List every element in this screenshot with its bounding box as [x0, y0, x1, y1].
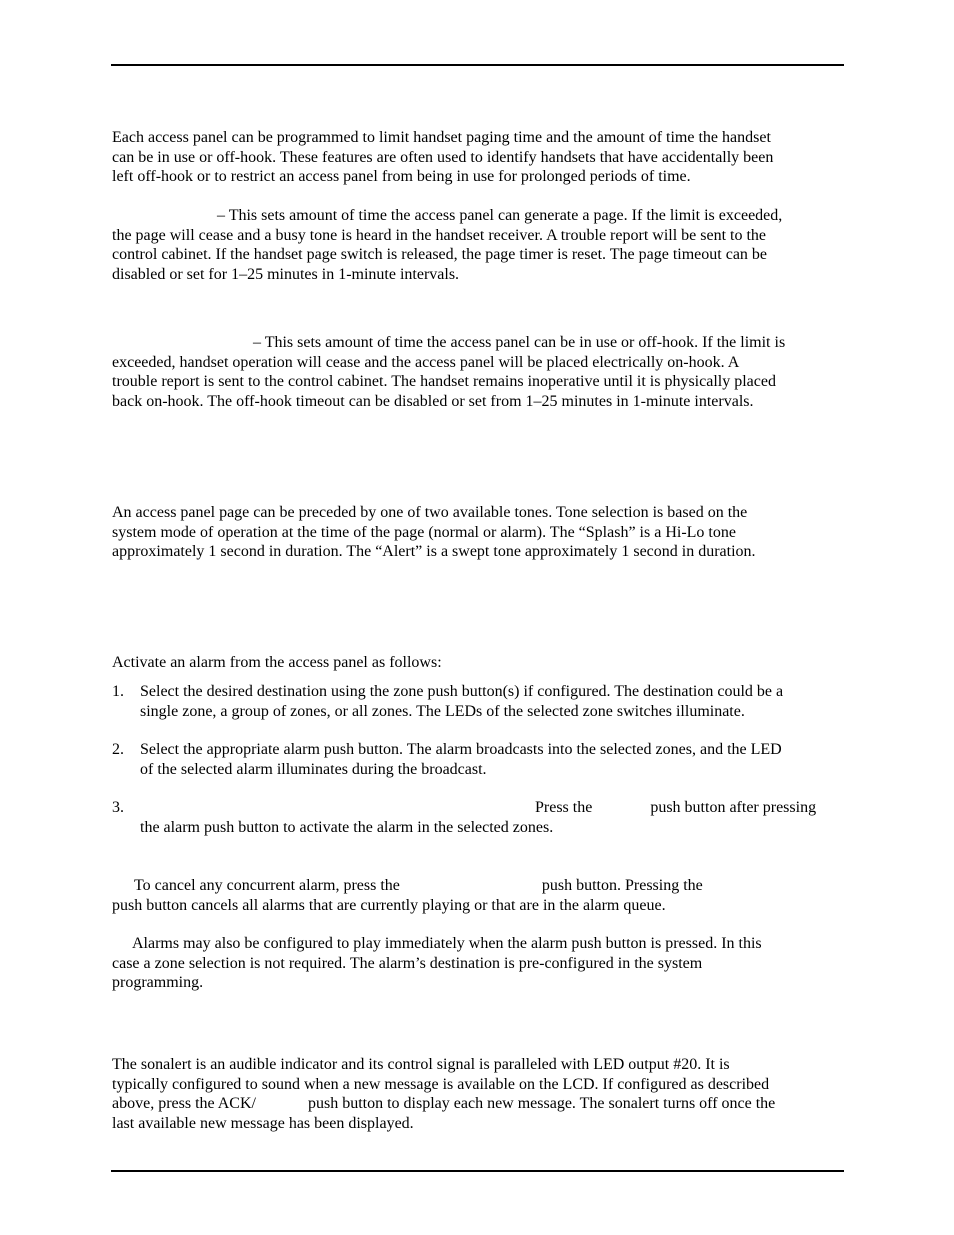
tones-paragraph	[112, 503, 836, 562]
header-rule	[111, 64, 844, 66]
text-line: control cabinet. If the handset page switch is released, the page timer is reset. The page timeout can be	[112, 246, 768, 264]
text-fragment: push button. Pressing the	[541, 877, 703, 894]
sonalert-paragraph	[112, 1055, 836, 1133]
text-line: Activate an alarm from the access panel as follows:	[112, 654, 442, 671]
immediate-note	[112, 934, 836, 993]
text-line: system mode of operation at the time of the page (normal or alarm). The “Splash” is a Hi-Lo tone	[112, 523, 736, 541]
text-line: left off-hook or to restrict an access panel from being in use for prolonged periods of time.	[112, 168, 691, 186]
text-line: single zone, a group of zones, or all zones. The LEDs of the selected zone switches illuminate.	[140, 702, 745, 720]
alarm-step-3	[112, 798, 842, 838]
text-line: exceeded, handset operation will cease and the access panel will be placed electrically on-hook. A	[112, 353, 740, 371]
page-timeout-paragraph	[112, 206, 836, 284]
text-line: typically configured to sound when a new message is available on the LCD. If configured as described	[112, 1075, 770, 1093]
text-fragment: above, press the ACK/	[112, 1095, 256, 1113]
text-line: trouble report is sent to the control cabinet. The handset remains inoperative until it is physically placed	[112, 373, 776, 391]
text-line: Select the desired destination using the zone push button(s) if configured. The destination could be a	[140, 683, 784, 700]
alarm-step-2	[112, 740, 842, 780]
text-line: case a zone selection is not required. The alarm’s destination is pre-configured in the system	[112, 954, 703, 972]
text-line: last available new message has been displayed.	[112, 1114, 414, 1132]
alarm-step-1	[112, 682, 842, 722]
text-line: The sonalert is an audible indicator and its control signal is paralleled with LED output #20. It is	[112, 1056, 730, 1073]
step-number: 3.	[112, 799, 124, 816]
text-line: – This sets amount of time the access panel can be in use or off-hook. If the limit is	[253, 334, 786, 351]
text-line: programming.	[112, 974, 204, 992]
text-line: back on-hook. The off-hook timeout can be disabled or set from 1–25 minutes in 1-minute intervals.	[112, 392, 754, 410]
text-line: – This sets amount of time the access panel can generate a page. If the limit is exceeded,	[217, 207, 783, 224]
text-line: of the selected alarm illuminates during the broadcast.	[140, 760, 487, 778]
step-number: 1.	[112, 683, 124, 700]
text-line: Select the appropriate alarm push button. The alarm broadcasts into the selected zones, and the LED	[140, 741, 782, 758]
text-fragment: push button after pressing	[650, 799, 817, 816]
text-fragment: Press the	[535, 799, 593, 816]
text-fragment: push button to display each new message. The sonalert turns off once the	[307, 1095, 776, 1113]
offhook-timeout-paragraph	[112, 333, 836, 411]
intro-paragraph	[112, 128, 836, 187]
text-line: the page will cease and a busy tone is heard in the handset receiver. A trouble report will be sent to the	[112, 226, 767, 244]
alarm-lead	[112, 653, 836, 673]
step-number: 2.	[112, 741, 124, 758]
text-line: disabled or set for 1–25 minutes in 1-minute intervals.	[112, 265, 460, 283]
text-line: push button cancels all alarms that are currently playing or that are in the alarm queue.	[112, 896, 666, 914]
text-line: can be in use or off-hook. These features are often used to identify handsets that have accidentally been	[112, 148, 774, 166]
footer-rule	[111, 1170, 844, 1172]
text-line: Each access panel can be programmed to limit handset paging time and the amount of time the handset	[112, 129, 771, 146]
text-line: approximately 1 second in duration. The “Alert” is a swept tone approximately 1 second in duration.	[112, 543, 756, 561]
text-line: Alarms may also be configured to play immediately when the alarm push button is pressed. In this	[132, 935, 762, 952]
text-line: An access panel page can be preceded by one of two available tones. Tone selection is based on the	[112, 504, 748, 521]
text-fragment: To cancel any concurrent alarm, press the	[134, 877, 400, 894]
text-line: the alarm push button to activate the alarm in the selected zones.	[140, 818, 554, 836]
cancel-note	[112, 876, 836, 915]
